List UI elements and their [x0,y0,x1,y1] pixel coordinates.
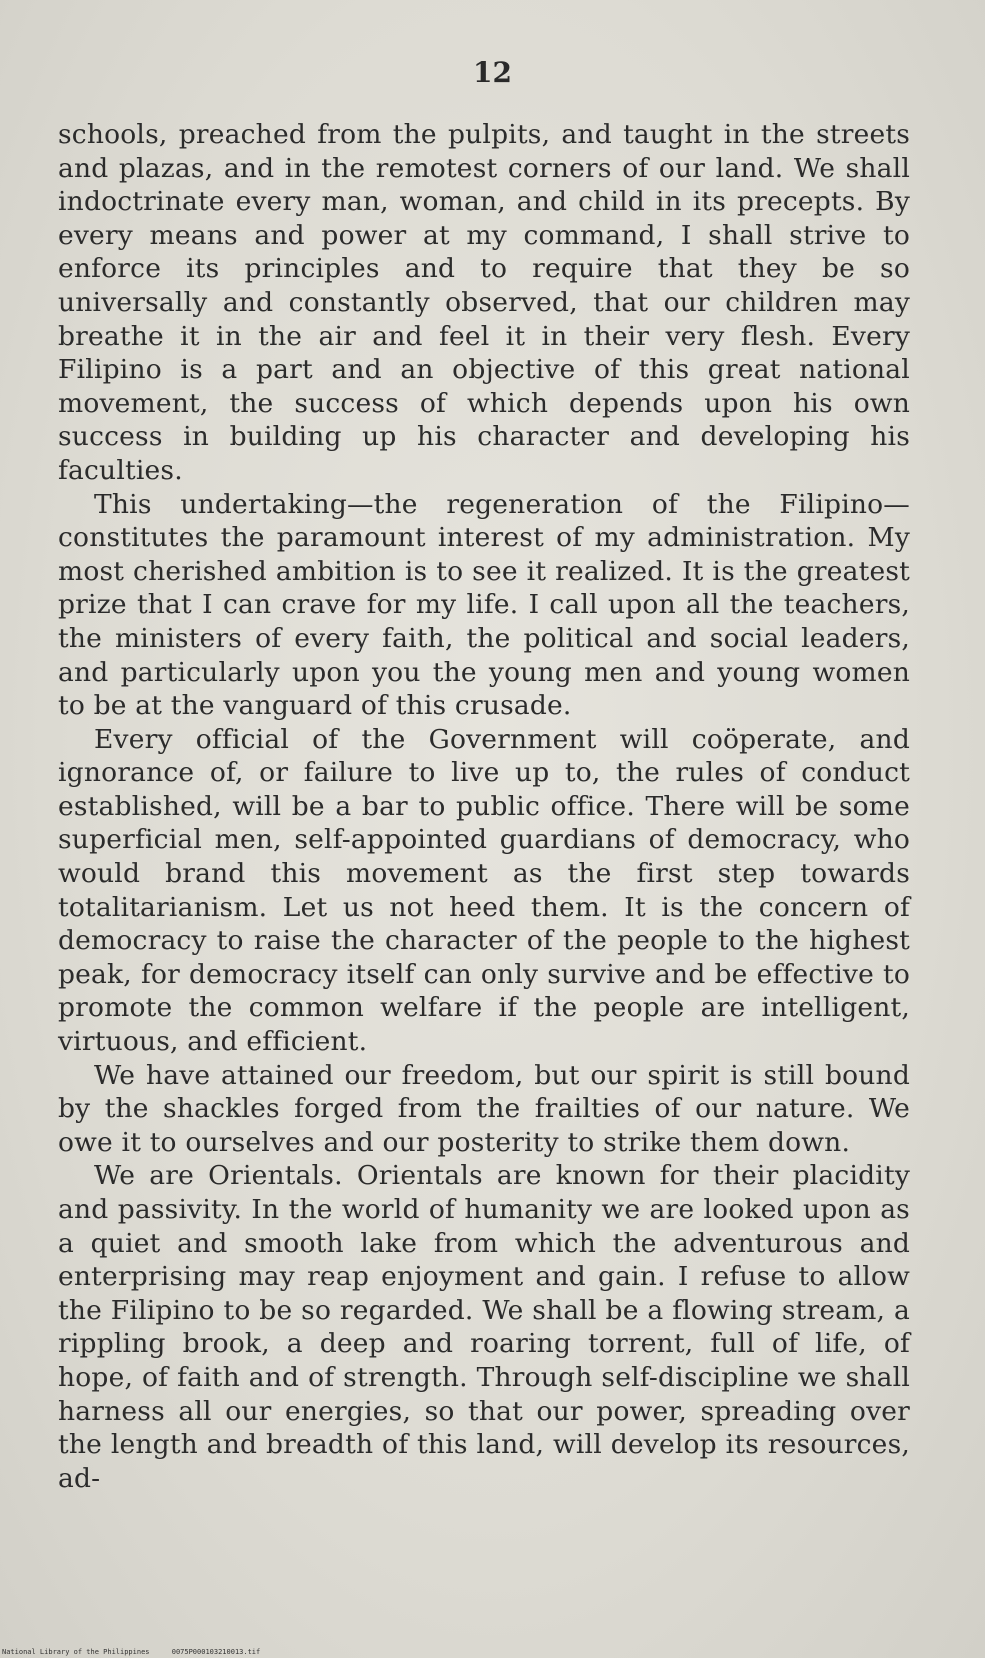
paragraph-1: schools, preached from the pulpits, and taught in the streets and plazas, and in the remotest corners of our land. We shall indoctrinate every man, woman, and child in its precepts. By every means and power at my command, I shall strive to enforce its principles and to require that they be so universally and constantly observed, that our children may breathe it in the air and feel it in their very flesh. Every Filipino is a part and an objective of this great national movement, the success of which depends upon his own success in building up his character and developing his faculties. [58,119,910,486]
paragraph-5: We are Orientals. Orientals are known for their placidity and passivity. In the world of humanity we are looked upon as a quiet and smooth lake from which the adventurous and enterprising may reap enjoyment and gain. I refuse to allow the Filipino to be so regarded. We shall be a flowing stream, a rippling brook, a deep and roaring torrent, full of life, of hope, of faith and of strength. Through self-discipline we shall harness all our energies, so that our power, spreading over the length and breadth of this land, will develop its resources, ad- [58,1160,910,1494]
paragraph-4: We have attained our freedom, but our spirit is still bound by the shackles forged from the frailties of our nature. We owe it to ourselves and our posterity to strike them down. [58,1059,910,1158]
body-text [58,118,910,1495]
paragraph-3: Every official of the Government will coöperate, and ignorance of, or failure to live up to, the rules of conduct established, will be a bar to public office. There will be some superficial men, self-appointed guardians of democracy, who would brand this movement as the first step towards totalitarianism. Let us not heed them. It is the concern of democracy to raise the character of the people to the highest peak, for democracy itself can only survive and be effective to promote the common welfare if the people are intelligent, virtuous, and efficient. [58,723,910,1058]
file-identifier: 0075P000103210013.tif [171,1648,261,1656]
library-credit: National Library of the Philippines [2,1648,150,1656]
paragraph-2: This undertaking—the regeneration of the Filipino—constitutes the paramount interest of my administration. My most cherished ambition is to see it realized. It is the greatest prize that I can crave for my life. I call upon all the teachers, the ministers of every faith, the political and social leaders, and particularly upon you the young men and young women to be at the vanguard of this crusade. [58,488,910,722]
scan-footer [2,1648,278,1656]
page-number: 12 [473,56,512,89]
